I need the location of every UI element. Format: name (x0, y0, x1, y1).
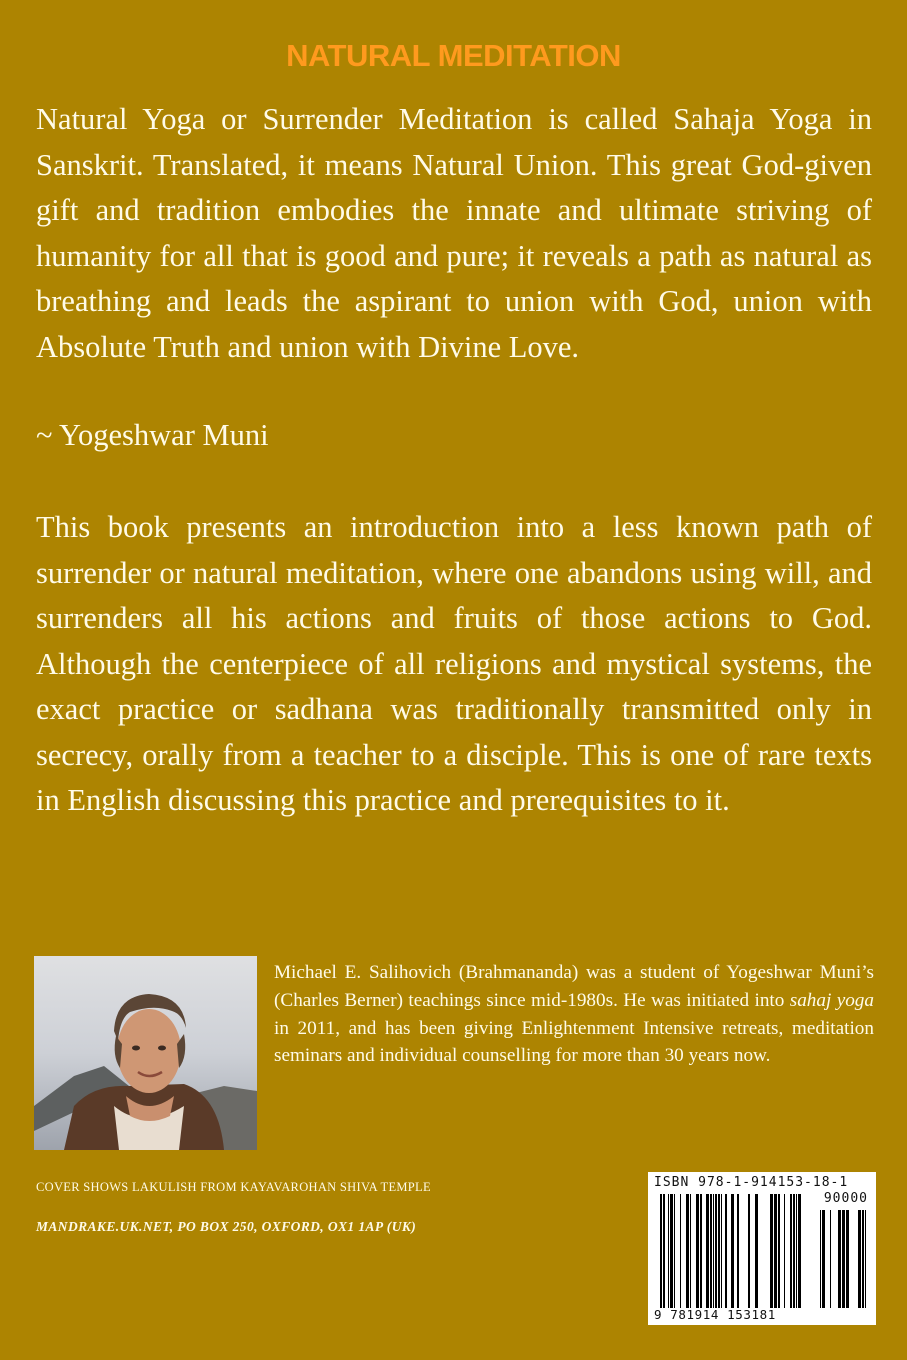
quote-paragraph: Natural Yoga or Surrender Meditation is called Sahaja Yoga in Sanskrit. Translated, it means Natural Union. This great God-given gift and tradition embodies the innate and ultimate striving of humanity for all that is good and pure; it reveals a path as natural as breathing and leads the aspirant to union with God, union with Absolute Truth and union with Divine Love. (36, 102, 872, 364)
barcode-bars (648, 1172, 876, 1325)
book-title: NATURAL MEDITATION (286, 38, 621, 73)
bio-emphasis: sahaj yoga (789, 989, 874, 1011)
publisher-address: MANDRAKE.UK.NET, PO BOX 250, OXFORD, OX1 1AP (UK) (36, 1219, 417, 1234)
isbn-label: ISBN 978-1-914153-18-1 (654, 1175, 849, 1190)
bio-text-start: Michael E. Salihovich (Brahmananda) was a student of Yogeshwar Muni’s (Charles Berner) teachings since mid-1980s. He was initiated into (274, 962, 874, 1011)
barcode-digits: 9 781914 153181 (654, 1307, 776, 1322)
cover-credit: COVER SHOWS LAKULISH FROM KAYAVAROHAN SHIVA TEMPLE (36, 1180, 431, 1194)
bio-text-end: in 2011, and has been giving Enlightenment Intensive retreats, meditation seminars and individual counselling for more than 30 years now. (274, 1017, 874, 1067)
quote-attribution: ~ Yogeshwar Muni (36, 418, 269, 452)
author-photo (34, 956, 257, 1150)
author-bio (274, 959, 874, 1070)
isbn-barcode (648, 1172, 876, 1325)
price-addon-number: 90000 (823, 1191, 868, 1206)
description-paragraph: This book presents an introduction into a less known path of surrender or natural meditation, where one abandons using will, and surrenders all his actions and fruits of those actions to God. Although the centerpiece of all religions and mystical systems, the exact practice or sadhana was traditionally transmitted only in secrecy, orally from a teacher to a disciple. This is one of rare texts in English discussing this practice and prerequisites to it. (36, 510, 872, 817)
